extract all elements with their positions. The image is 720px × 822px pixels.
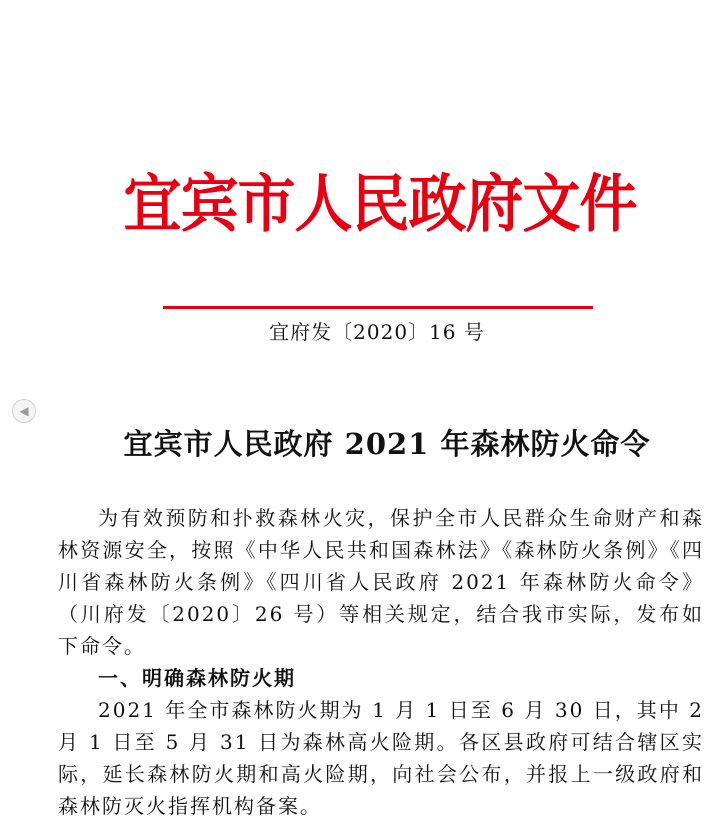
chevron-left-icon: ◀: [19, 404, 29, 418]
previous-page-button[interactable]: [12, 399, 36, 423]
document-header-title: 宜宾市人民政府文件: [123, 167, 637, 241]
document-number: 宜府发〔2020〕16 号: [269, 320, 485, 344]
document-body: [58, 502, 704, 822]
order-title: 宜宾市人民政府 2021 年森林防火命令: [123, 427, 651, 461]
section-1-paragraph: 2021 年全市森林防火期为 1 月 1 日至 6 月 30 日，其中 2 月 1 日至 5 月 31 日为森林高火险期。各区县政府可结合辖区实际，延长森林防火期和高火险期，向社会公布，并报上一级政府和森林防灭火指挥机构备案。: [58, 698, 704, 818]
red-divider: [163, 306, 593, 309]
intro-paragraph: 为有效预防和扑救森林火灾，保护全市人民群众生命财产和森林资源安全，按照《中华人民共和国森林法》《森林防火条例》《四川省森林防火条例》《四川省人民政府 2021 年森林防火命令》（川府发〔2020〕26 号）等相关规定，结合我市实际，发布如下命令。: [58, 506, 704, 658]
section-heading-1: 一、明确森林防火期: [98, 666, 296, 690]
